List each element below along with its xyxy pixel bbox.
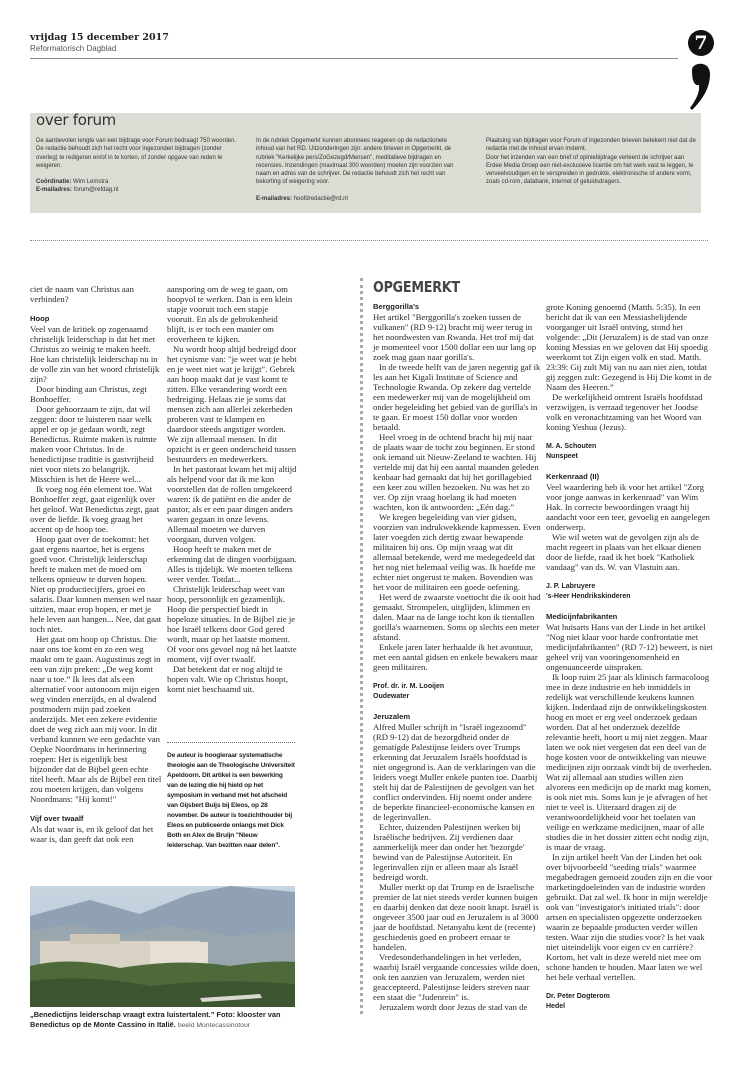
subheading: Vijf over twaalf bbox=[30, 814, 84, 823]
subheading: Jeruzalem bbox=[373, 712, 411, 721]
monte-cassino-photo bbox=[30, 886, 295, 1007]
placement-info: Plaatsing van bijdragen voor Forum of ingezonden brieven betekent niet dat de redactie met de inhoud ervan instemt. bbox=[486, 138, 696, 153]
paragraph: Ik loop ruim 25 jaar als klinisch farmacoloog mee in deze industrie en heb inmiddels in redelijk wat verschillende keukens kunnen kijken. Inderdaad zijn de ontwikkelingskosten hoog en moet er erg veel onderzoek gedaan worden. Dat al het onderzoek dezelfde relevantie heeft, hoort u mij niet zeggen. Maar laten we ook niet vergeten dat een deel van de hoge kosten voor de ontwikkeling van nieuwe medicijnen zijn oorzaak vindt bij de overheden. Wat zij allemaal aan studies willen zien alvorens een medicijn op de markt mag komen, is ook niet mis. Soms kun je je afvragen of het niet te veel is. Uiteraard dragen zij de verantwoordelijkheid voor het toelaten van veilige en werkzame medicijnen, maar of alle studies die in het dossier zitten echt nodig zijn, is maar de vraag. bbox=[546, 672, 712, 852]
photo-caption bbox=[30, 1010, 300, 1031]
paragraph: Hoop gaat over de toekomst: het gaat ergens naartoe, het is ergens goed voor. Christelijk leiderschap heeft te maken met de moed om telkens opnieuw te durven hopen. Niet op productiecijfers, groei en salaris. Daar kunnen mensen wel naar uitzien, maar erop hopen, er met je hele leven aan hangen... Nee, dat gaat toch niet. bbox=[30, 534, 162, 634]
paragraph: Als dat waar is, en ik geloof dat het waar is, dan geeft dat ook een bbox=[30, 824, 154, 844]
paragraph: In zijn artikel heeft Van der Linden het ook over bijvoorbeeld "seeding trials" waarmee megabedragen gemoeid zouden zijn en die voor marketingdoeleinden van de industrie worden gebruikt. Dat zal wel. Ik hoor in mijn wereldje ook van "investigator's initiated trials": door artsen en specialisten opgezette onderzoeken waarin ze bepaalde producten verder willen testen. Waar zijn die studies voor? Is het vaak niet uiteindelijk voor eigen cv en carrière? Kortom, het valt in deze wereld niet mee om schone handen te houden. Maar laten we wel het hele verhaal vertellen. bbox=[546, 852, 713, 982]
forum-length-info: De aanbevolen lengte van een bijdrage voor Forum bedraagt 750 woorden. De redactie behoudt zich het recht voor ingezonden bijdragen (zonder overleg) te redigeren en/of in te korten, of zonder opgave van reden te weigeren. bbox=[36, 138, 237, 169]
paragraph: We kregen begeleiding van vier gidsen, voorzien van indrukwekkende kapmessen. Even later voegden zich dertig zwaar bewapende militairen bij ons. Op mijn vraag wat dit allemaal betekende, werd me medegedeeld dat het nog niet helemaal veilig was. Ik hoefde me echter niet ongerust te maken. Bovendien was het voor de militairen een goede oefening. bbox=[373, 512, 541, 592]
paragraph: Echter, duizenden Palestijnen werken bij Israëlische bedrijven. Zij verdienen daar aanmerkelijk meer dan onder het 'bezorgde' bewind van de Palestijnse Autoriteit. En legerinvallen zijn er alleen maar als Israël bedreigd wordt. bbox=[373, 822, 525, 882]
subheading: Berggorilla's bbox=[373, 302, 420, 311]
paragraph: grote Koning genoemd (Matth. 5:35). In een bericht dat ik van een Messiasbelijdende voorganger uit Israël ontving, stond het volgende: „Dit (Jeruzalem) is de stad van onze koning Messias en we geloven dat Hij spoedig weerkomt tot Zijn eigen volk en stad. Matth. 23:39: Gij zult Mij van nu aan niet zien, totdat gij zeggen zult: Gezegend is Hij Die komt in de Naam des Heeren.” bbox=[546, 302, 712, 392]
opgemerkt-info: In de rubriek Opgemerkt kunnen abonnees reageren op de redactionele inhoud van het RD. Uitzonderingen zijn: andere brieven in Opgemerkt, de rubriek "Kerkelijke pers/ZoGezegd/Mensen", meditatieve bijdragen en recensies. Inzendingen (maximaal 300 woorden) moeten zijn voorzien van naam en adres van de schrijver. De redactie behoudt zich het recht van bekorting of weigering voor. bbox=[256, 138, 454, 186]
paragraph: Vredesonderhandelingen in het verleden, waarbij Israël vergaande concessies wilde doen, ook ten aanzien van Jeruzalem, werden niet geaccepteerd. Palestijnse leiders streven naar een staat die "Judenrein" is. bbox=[373, 952, 540, 1002]
email-label: E-mailadres: bbox=[256, 195, 293, 202]
article-column-1 bbox=[30, 284, 162, 844]
paragraph: Hoop heeft te maken met de erkenning dat de dingen voorbijgaan. Alles is tijdelijk. We moeten telkens weer verder. Totdat... bbox=[167, 544, 297, 584]
coordinator-label: Coördinatie: bbox=[36, 179, 72, 186]
header-rule bbox=[30, 58, 678, 59]
paragraph: ciet de naam van Christus aan verbinden? bbox=[30, 284, 134, 304]
issue-date: vrijdag 15 december 2017 bbox=[30, 32, 169, 43]
caption-text: „Benedictijns leiderschap vraagt extra luistertalent.” Foto: klooster van Benedictus op de Monte Cassino in Italië. bbox=[30, 1010, 281, 1029]
newspaper-name: Reformatorisch Dagblad bbox=[30, 44, 117, 53]
letters-column-2 bbox=[546, 302, 714, 1012]
paragraph: Het artikel "Berggorilla's zoeken tussen de vulkanen" (RD 9-12) bracht mij weer terug in het noordwesten van Rwanda. Het trof mij dat je momenteel voor 1500 dollar een uur lang op zoek mag gaan naar gorilla's. bbox=[373, 312, 537, 362]
paragraph: Wie wil weten wat de gevolgen zijn als de macht regeert in plaats van het elkaar dienen door de liefde, raad ik het boek "Katholiek vandaag" van ds. W. van Vlastuin aan. bbox=[546, 532, 702, 572]
letter-signature: 's-Heer Hendrikskinderen bbox=[546, 593, 631, 600]
paragraph: Nu wordt hoop altijd bedreigd door het cynisme van: "je weet wat je hebt en je weet niet wat je krijgt". Gebrek aan hoop maakt dat je vast komt te zitten. Elke verandering wordt een bedreiging. Helaas zie je soms dat mensen zich aan allerlei zekerheden proberen vast te klampen en daardoor steeds angstiger worden. We zijn allemaal mensen. In dit opzicht is er geen onderscheid tussen bestuurders en medewerkers. bbox=[167, 344, 297, 464]
coordinator-name: Wim Lemstra bbox=[73, 179, 109, 186]
subheading: Hoop bbox=[30, 314, 50, 323]
paragraph: In het pastoraat kwam het mij altijd als helpend voor dat ik me kon voorstellen dat de rollen omgekeerd waren: ik de patiënt en die ander de pastor, als er een paar dingen anders waren gegaan in onze levens. Allemaal moeten we durven voorgaan, durven volgen. bbox=[167, 464, 297, 544]
paragraph: Alfred Muller schrijft in "Israël ingezoomd" (RD 9-12) dat de bezorgdheid onder de gematigde Palestijnse leiders over Trumps erkenning dat Jeruzalem Israëls hoofdstad is niet ongegrond is. Aan de verklaringen van die leiders voegt Muller enkele punten toe. Daarbij stelt hij dat de Palestijnen de gevolgen van het conflict ondervinden. Hij noemt onder andere de beperkte financieel-economische kansen en de legerinvallen. bbox=[373, 722, 538, 822]
paragraph: Jeruzalem wordt door Jezus de stad van de bbox=[379, 1002, 528, 1012]
letter-signature: Nunspeet bbox=[546, 453, 578, 460]
paragraph: Het werd de zwaarste voettocht die ik ooit had gemaakt. Strompelen, uitglijden, klimmen en dalen. Maar na de lange tocht kon ik tientallen gorilla's waarnemen. Soms op slechts een meter afstand. bbox=[373, 592, 541, 642]
paragraph: Het gaat om hoop op Christus. Die naar ons toe komt en zo een weg maakt om te gaan. Augustinus zegt in een van zijn preken: „De weg komt naar u toe.” Ik lees dat als een alternatief voor autonoom mijn eigen weg vinden enerzijds, en al dwalend postmodern mijn pad zoeken anderzijds. Met een zekere evidentie doet de weg zich aan mij voor. In dit verband kunnen we een gedachte van Oepke Noordmans in herinnering roepen: Het is eigenlijk best bijzonder dat de Bijbel geen echte titel heeft. Maar als de Bijbel een titel zou moeten krijgen, dan volgens Noordmans: "Hij komt!" bbox=[30, 634, 162, 804]
paragraph: Dat betekent dat er nog altijd te hopen valt. Wie op Christus hoopt, komt niet beschaamd uit. bbox=[167, 664, 288, 694]
paragraph: Christelijk leiderschap weet van hoop, persoonlijk en gezamenlijk. Hoop die perspectief biedt in hopeloze situaties. In de Bijbel zie je hoe Israël telkens door God gered wordt, maar op het laatste moment. Of voor ons gevoel nog ná het laatste moment, vijf over twaalf. bbox=[167, 584, 297, 664]
paragraph: Veel waardering heb ik voor het artikel "Zorg voor jonge aanwas in kerkenraad" van Wim Hak. In correcte bewoordingen vraagt hij aandacht voor een teer, gevoelig en aangelegen onderwerp. bbox=[546, 482, 710, 532]
paragraph: Heel vroeg in de ochtend bracht hij mij naar de plaats waar de tocht zou beginnen. Er stond ook iemand uit Nieuw-Zeeland te wachten. Hij vertelde mij dat hij een aantal maanden geleden kenbaar had gemaakt dat hij het gorillagebied een keer zou willen bezoeken. Nu was het zo ver. Op zijn vraag hoelang ik had moeten wachten, kon ik antwoorden: „Eén dag.” bbox=[373, 432, 539, 512]
license-info: Door het inzenden van een brief of opiniebijdrage verleent de schrijver aan Erdee Media Groep een niet-exclusieve licentie om het werk vast te leggen, te verveelvoudigen en te verspreiden in gedrukte, elektronische of andere vorm, zoals cd-rom, databank, internet of geluidsdragers. bbox=[486, 154, 694, 186]
paragraph: De werkelijkheid omtrent Israëls hoofdstad verzwijgen, is verraad tegenover het Joodse volk en veronachtzaming van het Woord van koning Yeshua (Jezus). bbox=[546, 392, 703, 432]
email-label: E-mailadres: bbox=[36, 187, 73, 194]
paragraph: Veel van de kritiek op zogenaamd christelijk leiderschap is dat het met Christus zo weinig te maken heeft. Hoe kan christelijk leiderschap nu in de volle zin van het woord christelijk zijn? bbox=[30, 324, 160, 384]
comma-logo-icon bbox=[686, 60, 716, 110]
forum-email-link[interactable]: forum@refdag.nl bbox=[73, 187, 119, 194]
opgemerkt-heading: OPGEMERKT bbox=[373, 278, 460, 296]
letters-column-1 bbox=[373, 302, 541, 1012]
paragraph: Wat huisarts Hans van der Linde in het artikel "Nog niet klaar voor harde confrontatie met medicijnfabrikanten" (RD 7-12) beweert, is niet geheel vrij van vooringenomenheid en ongenuanceerde uitspraken. bbox=[546, 622, 713, 672]
page-number: 7 bbox=[688, 30, 714, 56]
paragraph: In de tweede helft van de jaren negentig gaf ik les aan het Kigali Institute of Science and Technologie Rwanda. Op zekere dag vertelde een medewerker mij van de mogelijkheid om onder begeleiding het gebied van de gorilla's in te gaan. Er moest 150 dollar voor worden betaald. bbox=[373, 362, 541, 432]
paragraph: Muller merkt op dat Trump en de Israelische premier de lat niet steeds verder kunnen buigen en daarbij denken dat deze nooit knapt. Israël is ongeveer 3500 jaar oud en Jeruzalem is al 3000 jaar de hoofdstad. Netanyahu kent de (recente) geschiedenis goed en probeert ernaar te handelen. bbox=[373, 882, 539, 952]
hoofdredactie-email-link[interactable]: hoofdredactie@rd.nl bbox=[293, 195, 348, 202]
paragraph: Enkele jaren later herhaalde ik het avontuur, met een aantal gidsen en enkele bewakers maar geen militairen. bbox=[373, 642, 538, 672]
paragraph: aansporing om de weg te gaan, om hoopvol te werken. Dan is een klein stapje vooruit toch een stapje vooruit. En als de gebrokenheid blijft, is er toch een manier om eroverheen te kijken. bbox=[167, 284, 293, 344]
letter-signature: Prof. dr. ir. M. Looijen bbox=[373, 683, 445, 690]
paragraph: Ik voeg nog één element toe. Wat Bonhoeffer zegt, gaat eigenlijk over het geloof. Wat Benedictus zegt, gaat over de liefde. Ik voeg graag het accent op de hoop toe. bbox=[30, 484, 160, 534]
letter-signature: Dr. Peter Dogterom bbox=[546, 993, 610, 1000]
letter-signature: Hedel bbox=[546, 1003, 566, 1010]
over-forum-box bbox=[30, 113, 701, 213]
section-divider bbox=[30, 240, 708, 241]
paragraph: Door gehoorzaam te zijn, dat wil zeggen: door te luisteren naar welk appel er op je gedaan wordt, zegt Benedictus. Ruimte maken is ruimte maken voor Christus. In de benedictijnse traditie is gastvrijheid niet voor niets zo belangrijk. Misschien is het de Heere wel... bbox=[30, 404, 157, 484]
letter-signature: J. P. Labruyere bbox=[546, 583, 596, 590]
column-divider bbox=[360, 278, 363, 1014]
letter-signature: Oudewater bbox=[373, 693, 410, 700]
subheading: Medicijnfabrikanten bbox=[546, 612, 618, 621]
subheading: Kerkenraad (II) bbox=[546, 472, 600, 481]
forum-title: over forum bbox=[36, 111, 116, 129]
photo-credit: beeld Montecassinotour bbox=[177, 1022, 251, 1029]
letter-signature: M. A. Schouten bbox=[546, 443, 597, 450]
paragraph: Door binding aan Christus, zegt Bonhoeffer. bbox=[30, 384, 147, 404]
article-column-2 bbox=[167, 284, 297, 694]
author-bio: De auteur is hoogleraar systematische theologie aan de Theologische Universiteit Apeldoorn. Dit artikel is een bewerking van de lezing die hij hield op het symposium in verband met het afscheid van Gijsbert Buijs bij Eleos, op 28 november. De auteur is toezichthouder bij Eleos en publiceerde onlangs met Dick Both en Alex de Bruijn "Nieuw leiderschap. Van bezitten naar delen". bbox=[167, 742, 295, 851]
